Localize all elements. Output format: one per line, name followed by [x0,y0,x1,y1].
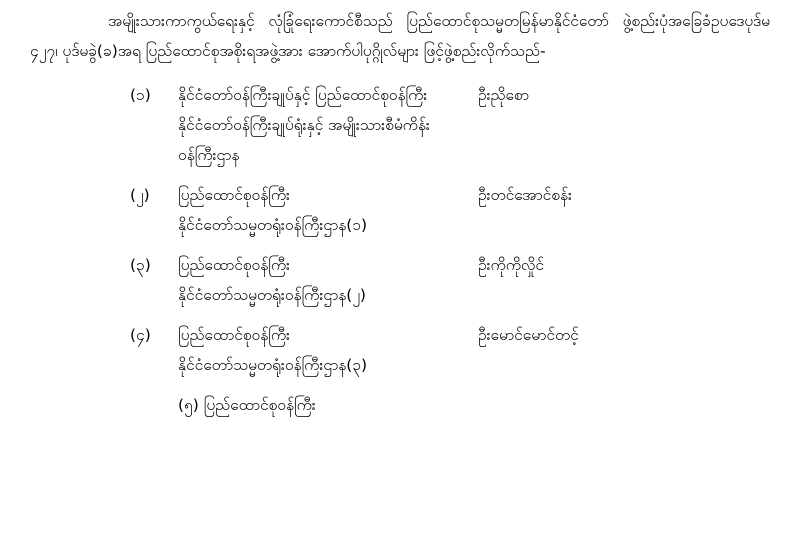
entry-number: (၁) [130,86,151,104]
entry-main-row [30,250,770,280]
list-item [30,320,770,380]
entry-main-row [30,80,770,110]
list-item [30,250,770,310]
entry-person-name: ဦးတင်အောင်စန်း [478,186,572,204]
entry-title: ပြည်ထောင်စုဝန်ကြီး [178,256,290,274]
entry-title: နိုင်ငံတော်ဝန်ကြီးချုပ်နှင့် ပြည်ထောင်စုဝန်ကြီး [178,86,428,104]
entry-subtitle-line1: နိုင်ငံတော်သမ္မတရုံးဝန်ကြီးဌာန(၁) [178,216,368,234]
entry-subtitle-line1: နိုင်ငံတော်သမ္မတရုံးဝန်ကြီးဌာန(၂) [178,286,366,304]
entry-person-name: ဦးကိုကိုလှိုင် [478,256,544,274]
list-item [30,80,770,170]
entry-person-name: ဦးညိုစော [478,86,530,104]
intro-paragraph [30,6,770,66]
entry-subtitle-line1: နိုင်ငံတော်သမ္မတရုံးဝန်ကြီးဌာန(၃) [178,356,368,374]
entry-title: ပြည်ထောင်စုဝန်ကြီး [178,326,290,344]
entry-title: ပြည်ထောင်စုဝန်ကြီး [178,186,290,204]
entry-person-name: ဦးမောင်မောင်တင့် [478,326,579,344]
list-item [30,180,770,240]
entry-subtitle-line2: ဝန်ကြီးဌာန [178,146,240,164]
entry-subtitle-line1: နိုင်ငံတော်ဝန်ကြီးချုပ်ရုံးနှင့် အမျိုးသားစီမံကိန်း [178,116,430,134]
intro-paragraph-text: အမျိုးသားကာကွယ်ရေးနှင့် လုံခြုံရေးကောင်စီသည် ပြည်ထောင်စုသမ္မတမြန်မာနိုင်ငံတော် ဖွဲ့စည်းပုံအခြေခံဥပဒေပုဒ်မ ၄၂၇၊ ပုဒ်မခွဲ(ခ)အရ ပြည်ထောင်စုအစိုးရအဖွဲ့အား အောက်ပါပုဂ္ဂိုလ်များ ဖြင့်ဖွဲ့စည်းလိုက်သည်- [30,12,770,60]
entry-number: (၃) [130,256,151,274]
entry-number: (၂) [130,186,150,204]
minister-list [30,80,770,414]
entry-number: (၄) [130,326,151,344]
entry-main-row [30,180,770,210]
entry-main-row [30,320,770,350]
cut-off-next-entry: (၅) ပြည်ထောင်စုဝန်ကြီး [178,396,316,414]
